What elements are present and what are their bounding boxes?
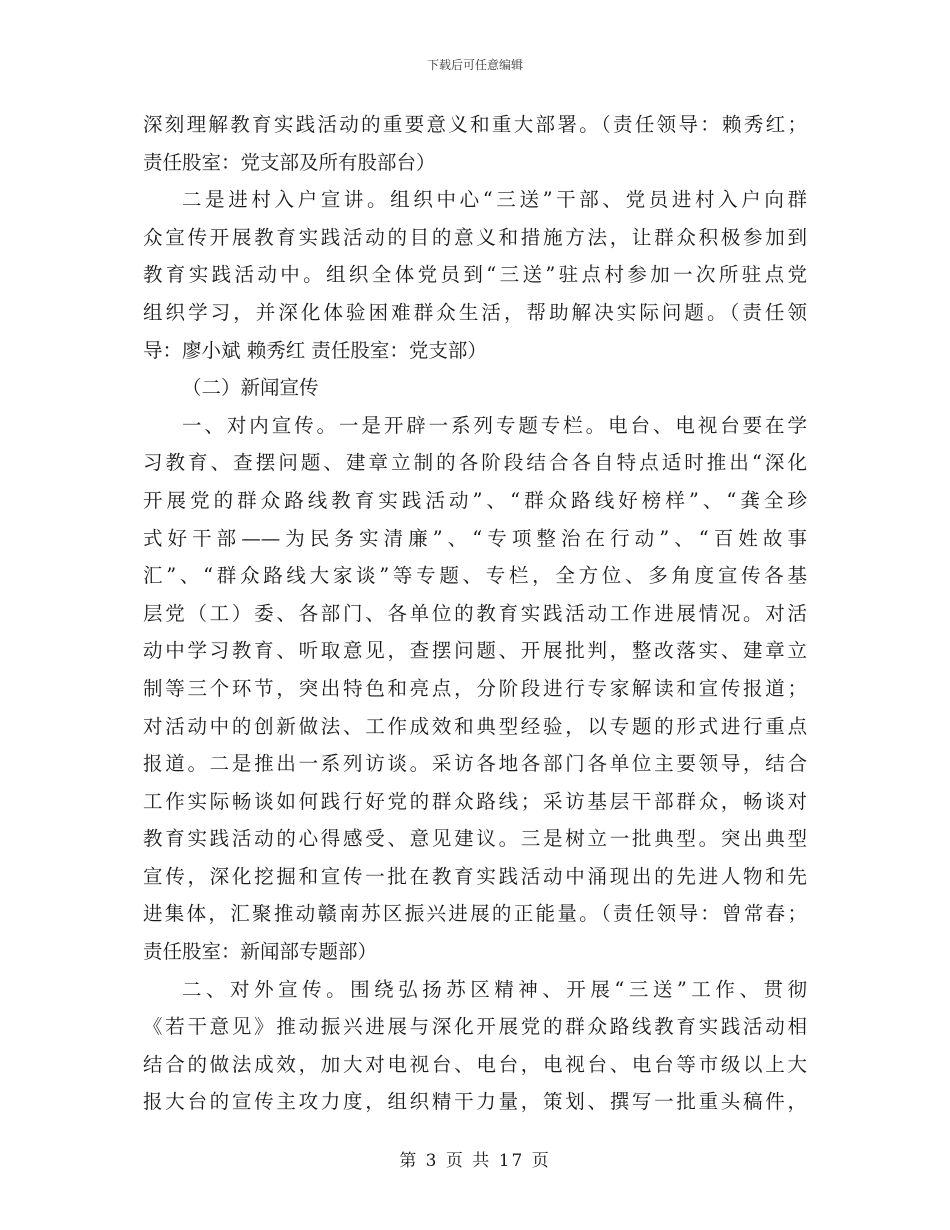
text-line: 制等三个环节，突出特色和亮点，分阶段进行专家解读和宣传报道； <box>143 676 807 700</box>
text-line: 报大台的宣传主攻力度，组织精干力量，策划、撰写一批重头稿件， <box>143 1090 807 1114</box>
text-line: 导：廖小斌 赖秀红 责任股室：党支部） <box>143 338 487 362</box>
text-line: 式好干部——为民务实清廉”、“专项整治在行动”、“百姓故事 <box>143 526 807 550</box>
text-line: 结合的做法成效，加大对电视台、电台，电视台、电台等市级以上大 <box>143 1052 807 1076</box>
text-line: 深刻理解教育实践活动的重要意义和重大部署。（责任领导：赖秀红； <box>143 113 807 136</box>
page-header-note: 下载后可任意编辑 <box>426 58 523 72</box>
document-body <box>143 106 807 1121</box>
text-line: 教育实践活动中。组织全体党员到“三送”驻点村参加一次所驻点党 <box>143 263 807 287</box>
text-line: 一、对内宣传。一是开辟一系列专题专栏。电台、电视台要在学 <box>182 413 807 437</box>
text-line: 教育实践活动的心得感受、意见建议。三是树立一批典型。突出典型 <box>143 827 807 851</box>
text-line: 进集体，汇聚推动赣南苏区振兴进展的正能量。（责任领导：曾常春； <box>143 902 807 926</box>
text-line: 二是进村入户宣讲。组织中心“三送”干部、党员进村入户向群 <box>182 188 807 212</box>
text-line: 习教育、查摆问题、建章立制的各阶段结合各自特点适时推出“深化 <box>143 451 807 475</box>
text-line: 汇”、“群众路线大家谈”等专题、专栏，全方位、多角度宣传各基 <box>143 564 807 588</box>
text-line: 开展党的群众路线教育实践活动”、“群众路线好榜样”、“龚全珍 <box>143 488 807 512</box>
text-line: 众宣传开展教育实践活动的目的意义和措施方法，让群众积极参加到 <box>143 225 807 249</box>
text-line: 责任股室：新闻部专题部） <box>143 940 378 964</box>
section-heading: （二）新闻宣传 <box>182 376 319 400</box>
text-line: 动中学习教育、听取意见，查摆问题、开展批判，整改落实、建章立 <box>143 639 807 663</box>
page-number-footer: 第 3 页 共 17 页 <box>399 1151 551 1171</box>
text-line: 《若干意见》推动振兴进展与深化开展党的群众路线教育实践活动相 <box>143 1015 807 1039</box>
text-line: 宣传，深化挖掘和宣传一批在教育实践活动中涌现出的先进人物和先 <box>143 864 807 888</box>
text-line: 工作实际畅谈如何践行好党的群众路线；采访基层干部群众，畅谈对 <box>143 789 807 813</box>
text-line: 二、对外宣传。围绕弘扬苏区精神、开展“三送”工作、贯彻 <box>182 977 807 1001</box>
text-line: 报道。二是推出一系列访谈。采访各地各部门各单位主要领导，结合 <box>143 752 807 776</box>
text-line: 层党（工）委、各部门、各单位的教育实践活动工作进展情况。对活 <box>143 601 807 625</box>
text-line: 对活动中的创新做法、工作成效和典型经验，以专题的形式进行重点 <box>143 714 807 738</box>
text-line: 组织学习，并深化体验困难群众生活，帮助解决实际问题。（责任领 <box>143 300 807 324</box>
text-line: 责任股室：党支部及所有股部台） <box>143 150 436 174</box>
